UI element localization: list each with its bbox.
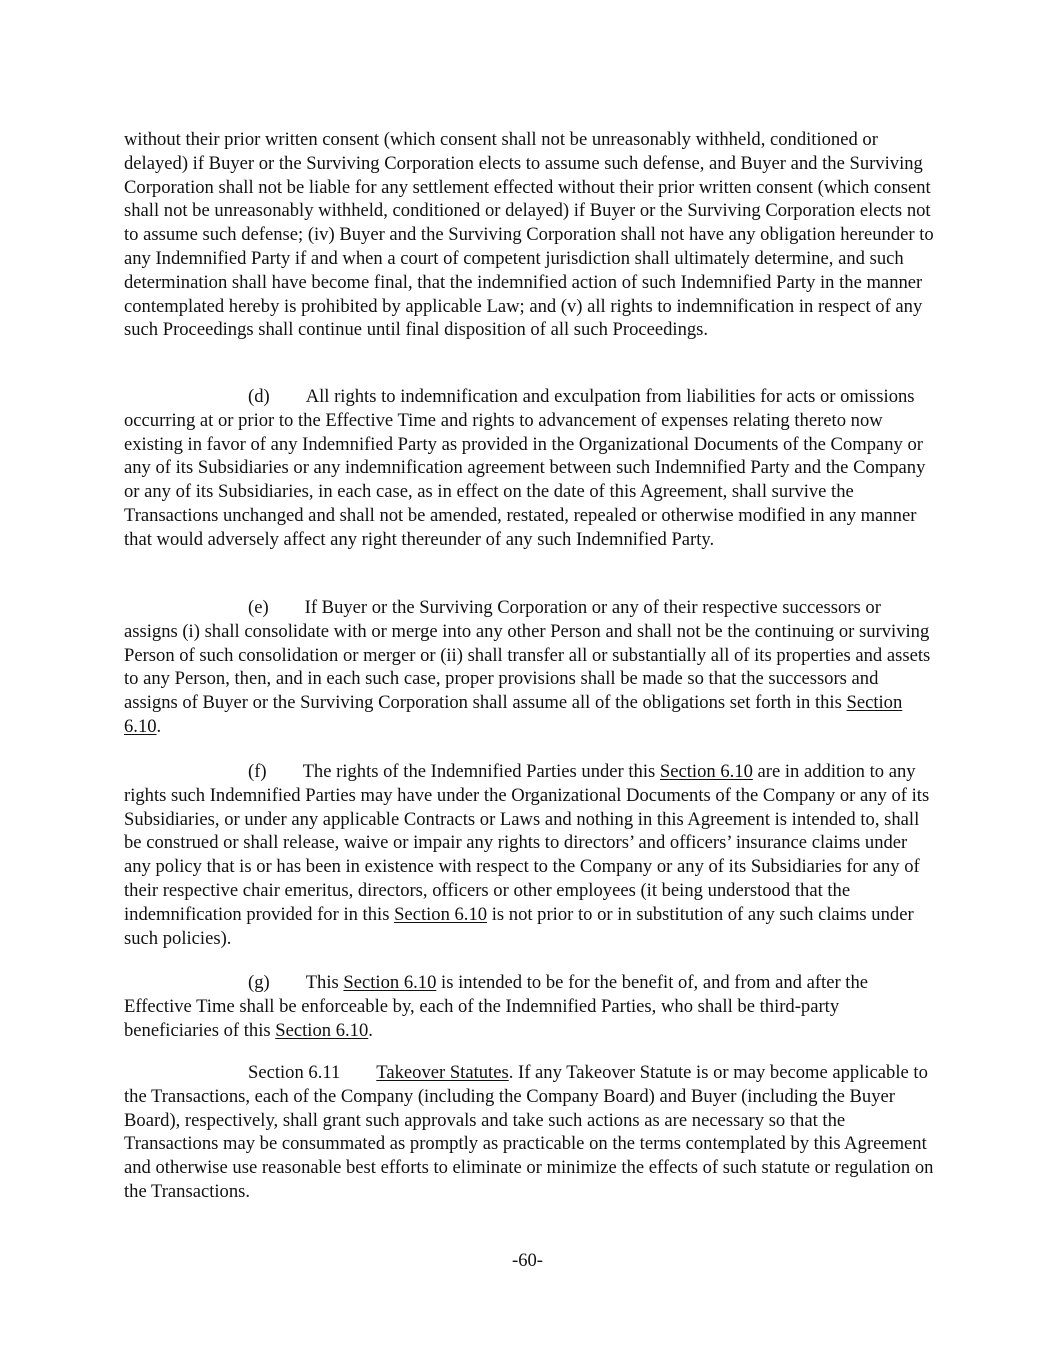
section-number: Section 6.11 [248, 1062, 341, 1083]
section-heading: Takeover Statutes [376, 1062, 509, 1083]
section-6-11: Section 6.11 Takeover Statutes. If any Takeover Statute is or may become applicable to the Transactions, each of the Company (including the Company Board) and Buyer (including the Buyer Board), respectively, shall grant such approvals and take such actions as are necessary so that the Transactions may be consummated as promptly as practicable on the terms contemplated by this Agreement and otherwise use reasonable best efforts to eliminate or minimize the effects of such statute or regulation on the Transactions. [124, 1062, 934, 1202]
paragraph-label: (d) [248, 386, 270, 407]
section-reference-link[interactable]: Section 6.10 [659, 761, 753, 782]
section-reference-link[interactable]: Section 6.10 [124, 692, 903, 737]
section-reference-link[interactable]: Section 6.10 [275, 1019, 369, 1041]
paragraph-f: (f) The rights of the Indemnified Parties under this Section 6.10 are in addition to any rights such Indemnified Parties may have under the Organizational Documents of the Company or any of its Subsidiaries, or under any applicable Contracts or Laws and nothing in this Agreement is intended to, shall be construed or shall release, waive or impair any rights to directors’ and officers’ insurance claims under any policy that is or has been in existence with respect to the Company or any of its Subsidiaries for any of their respective chair emeritus, directors, officers or other employees (it being understood that the indemnification provided for in this Section 6.10 is not prior to or in substitution of any such claims under such policies). [124, 761, 930, 949]
paragraph-label: (g) [248, 972, 270, 993]
paragraph-d: (d) All rights to indemnification and exculpation from liabilities for acts or omissions occurring at or prior to the Effective Time and rights to advancement of expenses relating thereto now existing in favor of any Indemnified Party as provided in the Organizational Documents of the Company or any of its Subsidiaries or any indemnification agreement between such Indemnified Party and the Company or any of its Subsidiaries, in each case, as in effect on the date of this Agreement, shall survive the Transactions unchanged and shall not be amended, restated, repealed or otherwise modified in any manner that would adversely affect any right thereunder of any such Indemnified Party. [124, 386, 926, 550]
paragraph-e: (e) If Buyer or the Surviving Corporation or any of their respective successors or assigns (i) shall consolidate with or merge into any other Person and shall not be the continuing or surviving Person of such consolidation or merger or (ii) shall transfer all or substantially all of its properties and assets to any Person, then, and in each such case, proper provisions shall be made so that the successors and assigns of Buyer or the Surviving Corporation shall assume all of the obligations set forth in this Section 6.10. [124, 597, 931, 737]
paragraph-g: (g) This Section 6.10 is intended to be for the benefit of, and from and after the Effective Time shall be enforceable by, each of the Indemnified Parties, who shall be third-party beneficiaries of this Section 6.10. [124, 972, 869, 1041]
section-reference-link[interactable]: Section 6.10 [394, 903, 488, 925]
section-reference-link[interactable]: Section 6.10 [343, 972, 437, 993]
page-number: -60- [512, 1250, 543, 1271]
paragraph-label: (e) [248, 597, 269, 618]
paragraph-continuation: without their prior written consent (which consent shall not be unreasonably withheld, conditioned or delayed) if Buyer or the Surviving Corporation elects to assume such defense, and Buyer and the Surviving Corporation shall not be liable for any settlement effected without their prior written consent (which consent shall not be unreasonably withheld, conditioned or delayed) if Buyer or the Surviving Corporation elects not to assume such defense; (iv) Buyer and the Surviving Corporation shall not have any obligation hereunder to any Indemnified Party if and when a court of competent jurisdiction shall ultimately determine, and such determination shall have become final, that the indemnified action of such Indemnified Party in the manner contemplated hereby is prohibited by applicable Law; and (v) all rights to indemnification in respect of any such Proceedings shall continue until final disposition of all such Proceedings. [124, 129, 934, 341]
paragraph-label: (f) [248, 761, 267, 782]
